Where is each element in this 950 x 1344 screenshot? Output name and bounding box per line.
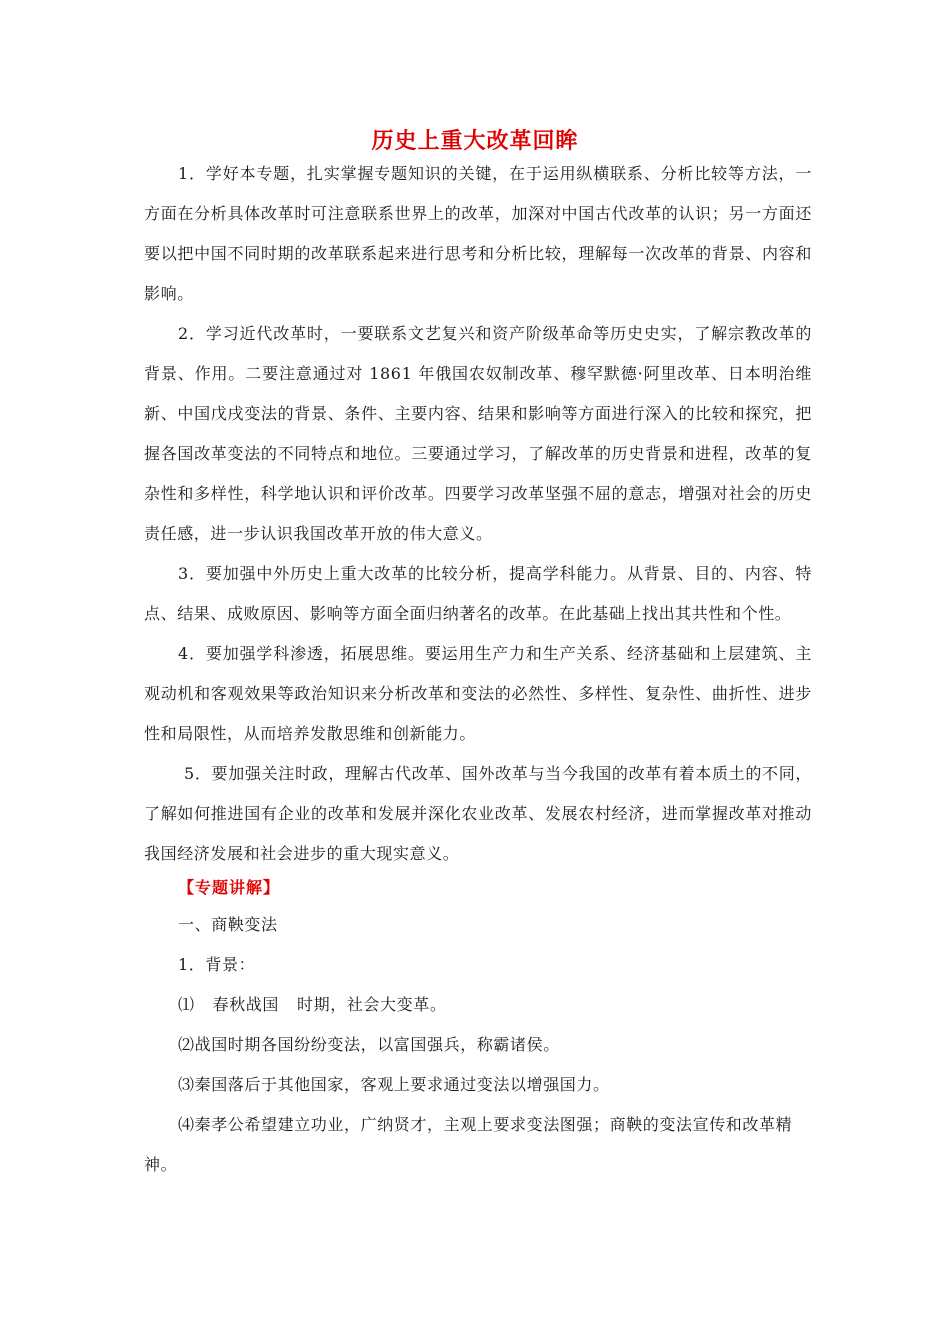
list-item bbox=[144, 985, 812, 1025]
paragraph-5: 5．要加强关注时政，理解古代改革、国外改革与当今我国的改革有着本质土的不同，了解如何推进国有企业的改革和发展并深化农业改革、发展农村经济，进而掌握改革对推动我国经济发展和社会进步的重大现实意义。 bbox=[144, 764, 812, 863]
paragraph-2: 2．学习近代改革时，一要联系文艺复兴和资产阶级革命等历史史实，了解宗教改革的背景、作用。二要注意通过对 1861 年俄国农奴制改革、穆罕默德·阿里改革、日本明治维新、中国戊戌变法的背景、条件、主要内容、结果和影响等方面进行深入的比较和探究，把握各国改革变法的不同特点和地位。三要通过学习，了解改革的历史背景和进程，改革的复杂性和多样性，科学地认识和评价改革。四要学习改革坚强不屈的意志，增强对社会的历史责任感，进一步认识我国改革开放的伟大意义。 bbox=[144, 324, 812, 543]
section-heading: 【专题讲解】 bbox=[178, 878, 281, 897]
intro-text bbox=[144, 154, 812, 874]
section-subtitle: 一、商鞅变法 bbox=[178, 915, 278, 934]
item-number: ⑴ bbox=[178, 995, 195, 1014]
section-content bbox=[144, 905, 812, 1185]
paragraph-3: 3．要加强中外历史上重大改革的比较分析，提高学科能力。从背景、目的、内容、特点、结果、成败原因、影响等方面全面归纳著名的改革。在此基础上找出其共性和个性。 bbox=[144, 564, 812, 623]
list-item: ⑶秦国落后于其他国家，客观上要求通过变法以增强国力。 bbox=[178, 1075, 610, 1094]
item-text-a: 春秋战国 bbox=[212, 995, 280, 1014]
paragraph-4: 4．要加强学科渗透，拓展思维。要运用生产力和生产关系、经济基础和上层建筑、主观动机和客观效果等政治知识来分析改革和变法的必然性、多样性、复杂性、曲折性、进步性和局限性，从而培养发散思维和创新能力。 bbox=[144, 644, 812, 743]
page-title: 历史上重大改革回眸 bbox=[371, 129, 579, 154]
item-text-b: 时期，社会大变革。 bbox=[297, 995, 447, 1014]
list-item: ⑵战国时期各国纷纷变法，以富国强兵，称霸诸侯。 bbox=[178, 1035, 560, 1054]
paragraph-1: 1．学好本专题，扎实掌握专题知识的关键，在于运用纵横联系、分析比较等方法，一方面在分析具体改革时可注意联系世界上的改革，加深对中国古代改革的认识；另一方面还要以把中国不同时期的改革联系起来进行思考和分析比较，理解每一次改革的背景、内容和影响。 bbox=[144, 164, 812, 303]
point-label: 1．背景： bbox=[178, 955, 256, 974]
list-item: ⑷秦孝公希望建立功业，广纳贤才，主观上要求变法图强；商鞅的变法宣传和改革精神。 bbox=[144, 1115, 793, 1174]
